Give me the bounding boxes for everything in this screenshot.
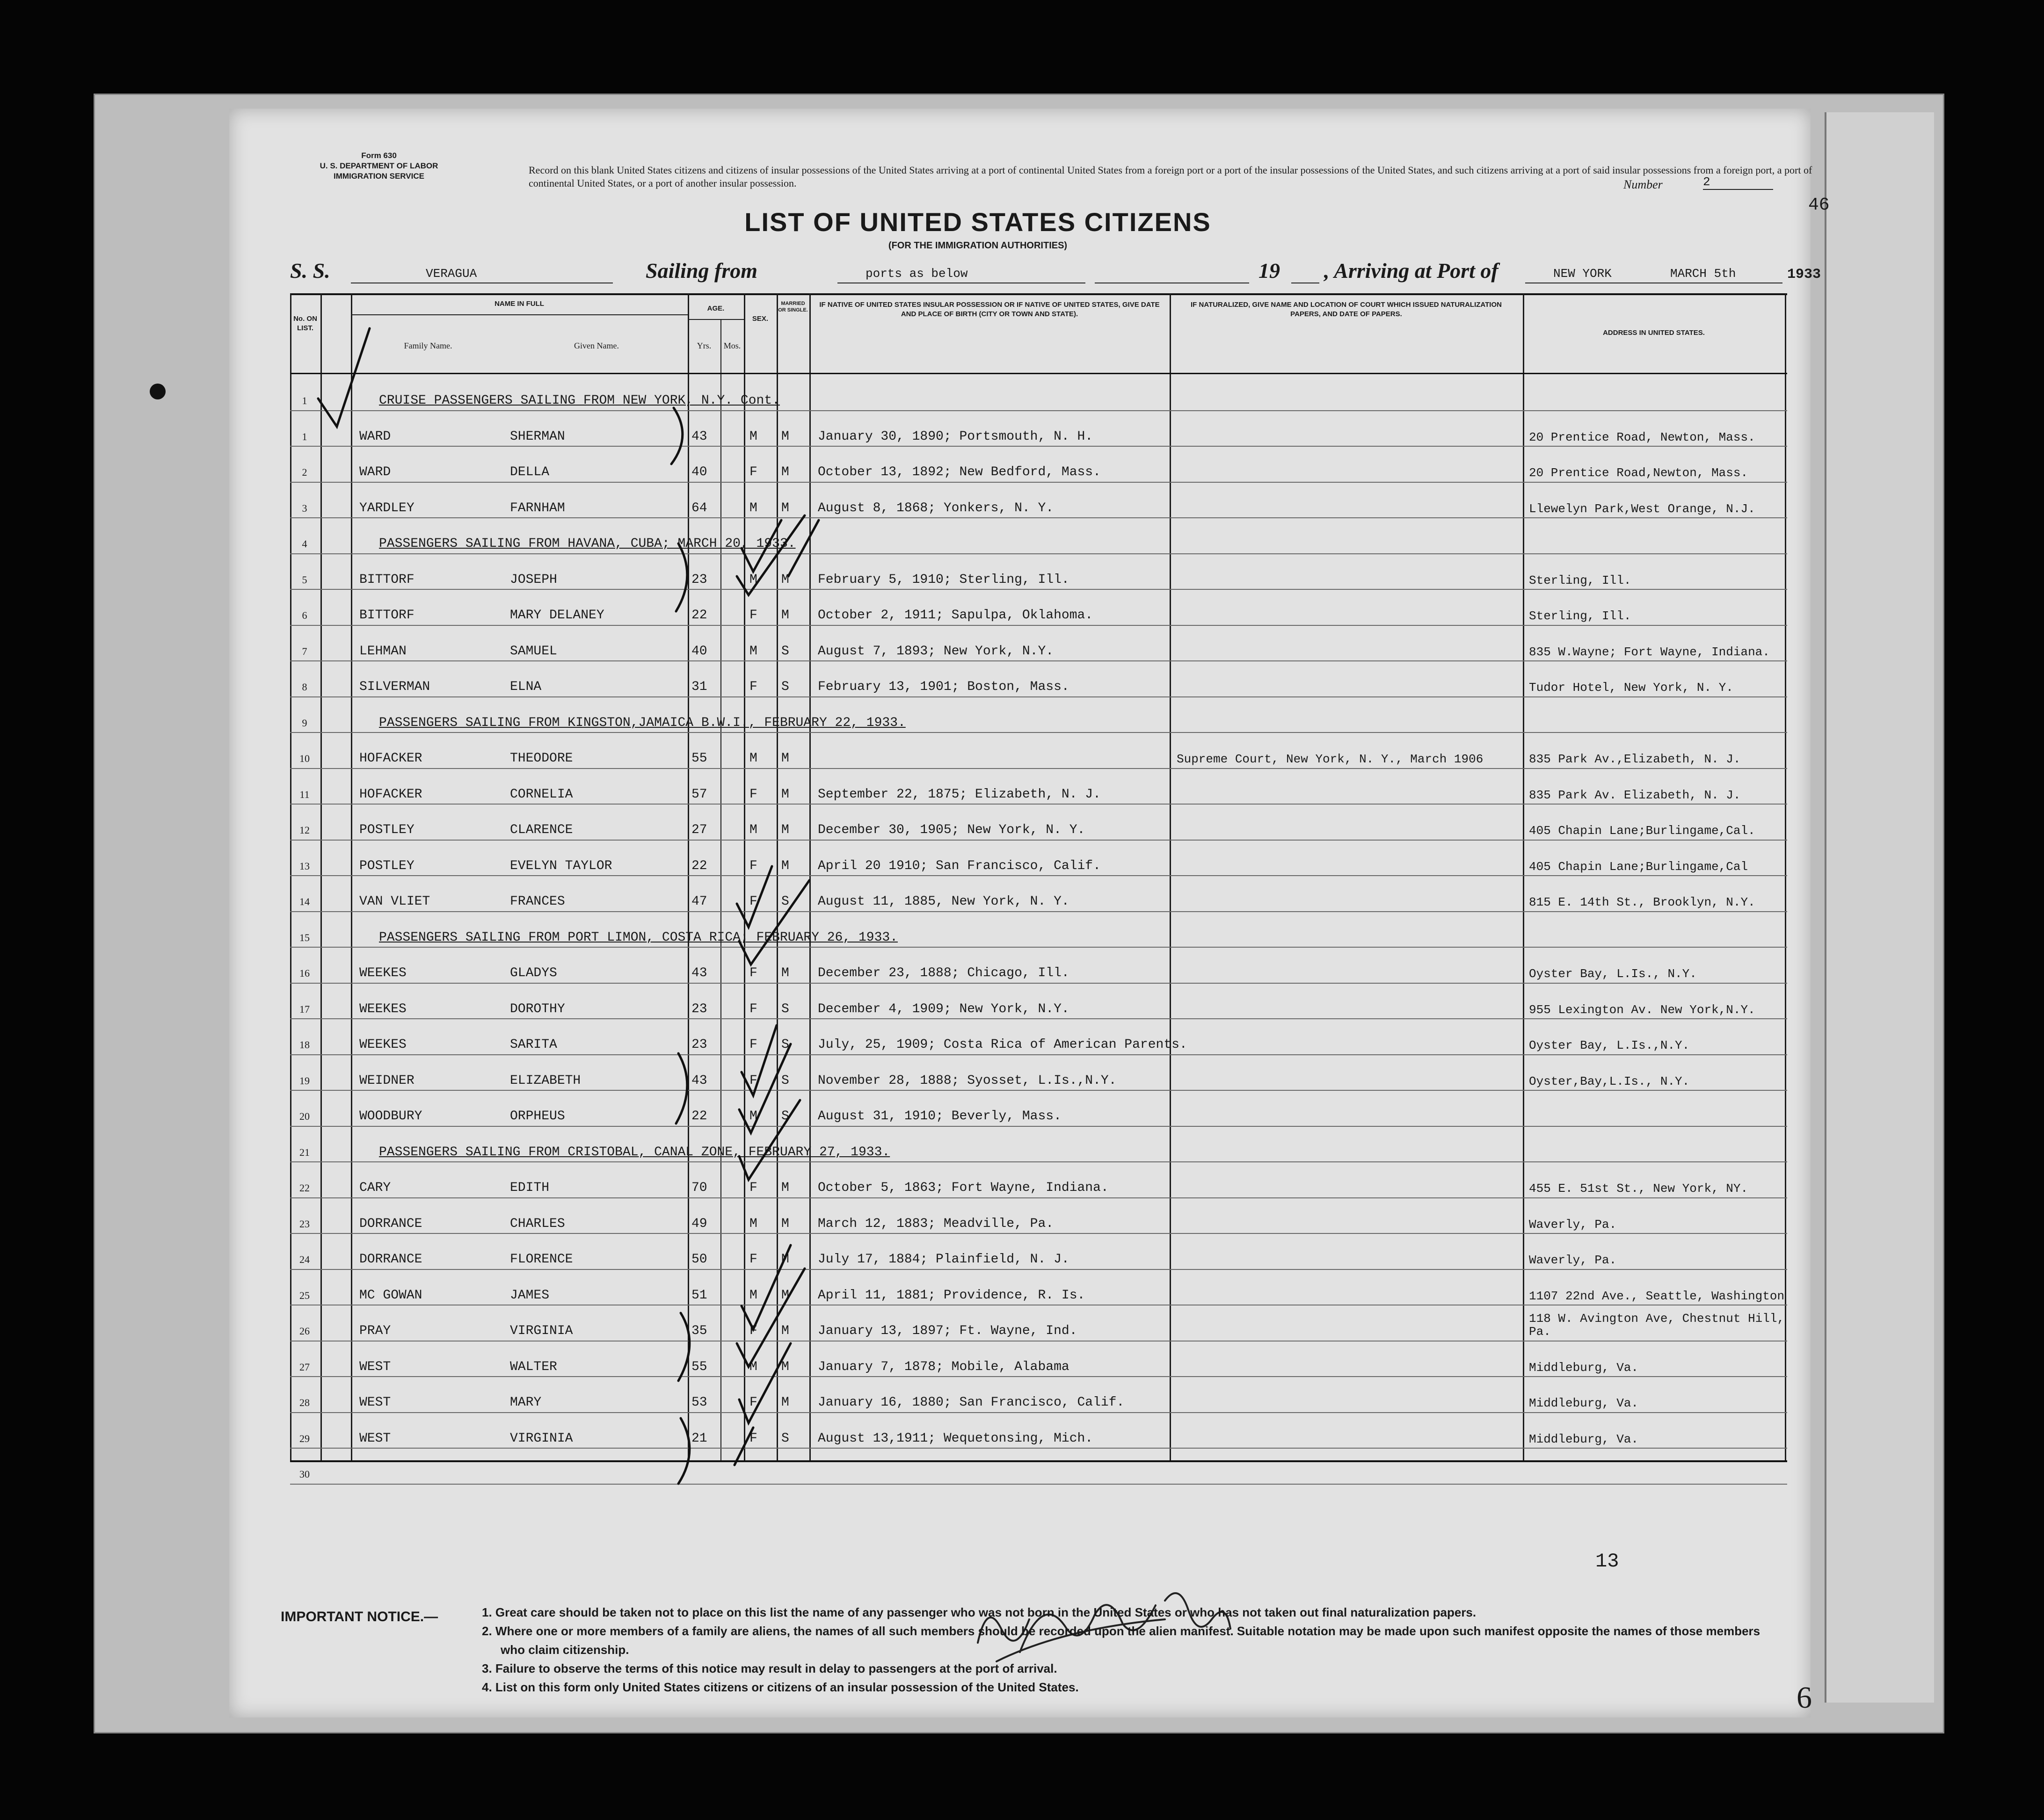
row-number: 8 [302, 681, 307, 693]
sailing-from: ports as below [866, 267, 968, 281]
birth-info: January 16, 1880; San Francisco, Calif. [818, 1395, 1125, 1410]
row-number: 27 [299, 1361, 310, 1373]
given-name: GLADYS [510, 966, 557, 980]
family-name: WARD [359, 465, 391, 479]
us-address: Sterling, Ill. [1529, 573, 1631, 587]
row-number: 23 [299, 1218, 310, 1230]
given-name: EVELYN TAYLOR [510, 858, 612, 873]
sex: F [749, 465, 757, 479]
birth-info: August 8, 1868; Yonkers, N. Y. [818, 500, 1054, 515]
header-family-name: Family Name. [404, 341, 452, 350]
sex: F [749, 1252, 757, 1267]
us-address: Middleburg, Va. [1529, 1396, 1639, 1410]
sex: F [749, 1181, 757, 1195]
age-years: 31 [691, 680, 707, 694]
sex: M [749, 1288, 757, 1303]
marital-status: S [781, 1109, 789, 1124]
marital-status: M [781, 608, 789, 623]
section-heading: CRUISE PASSENGERS SAILING FROM NEW YORK, N.Y. Cont. [379, 393, 780, 408]
notice-item: 4. List on this form only United States citizens or citizens of an insular possession of the United States. [482, 1680, 1079, 1694]
us-address: 835 Park Av.,Elizabeth, N. J. [1529, 752, 1741, 766]
form-instructions: Record on this blank United States citizens and citizens of insular possessions of the United States arriving at a port of continental United States from a foreign port or a port of the insular possessions of the United States, and such citizens arriving at a port of said insular possessions from a foreign port, a port of continental United States, or a port of another insular possession. [529, 164, 1812, 189]
age-years: 22 [691, 858, 707, 873]
row-number: 16 [299, 967, 310, 979]
section-heading: PASSENGERS SAILING FROM HAVANA, CUBA; MARCH 20, 1933. [379, 537, 796, 551]
birth-info: April 11, 1881; Providence, R. Is. [818, 1288, 1085, 1303]
birth-info: August 13,1911; Wequetonsing, Mich. [818, 1431, 1093, 1446]
ss-label: S. S. [290, 259, 330, 283]
given-name: THEODORE [510, 751, 573, 766]
age-years: 40 [691, 644, 707, 659]
marital-status: M [781, 500, 789, 515]
notice-items [482, 1603, 1778, 1697]
sex: F [749, 680, 757, 694]
family-name: YARDLEY [359, 500, 415, 515]
marital-status: S [781, 1073, 789, 1088]
given-name: CLARENCE [510, 823, 573, 837]
marital-status: M [781, 1216, 789, 1231]
sex: F [749, 1037, 757, 1052]
given-name: ORPHEUS [510, 1109, 565, 1124]
given-name: MARY [510, 1395, 542, 1410]
given-name: SAMUEL [510, 644, 557, 659]
age-years: 55 [691, 751, 707, 766]
given-name: CORNELIA [510, 787, 573, 802]
given-name: ELNA [510, 680, 542, 694]
sex: F [749, 787, 757, 802]
notice-item: 3. Failure to observe the terms of this notice may result in delay to passengers at the port of arrival. [482, 1661, 1057, 1675]
sex: M [749, 644, 757, 659]
given-name: VIRGINIA [510, 1324, 573, 1338]
sex: M [749, 572, 757, 587]
number-label: Number [1623, 178, 1663, 191]
sex: M [749, 429, 757, 444]
given-name: JOSEPH [510, 572, 557, 587]
family-name: WEIDNER [359, 1073, 415, 1088]
us-address: Oyster,Bay,L.Is., N.Y. [1529, 1074, 1690, 1088]
sex: M [749, 823, 757, 837]
marital-status: S [781, 894, 789, 909]
row-number: 22 [299, 1182, 310, 1194]
marital-status: M [781, 1324, 789, 1338]
notice-heading: IMPORTANT NOTICE.— [281, 1609, 438, 1624]
row-number: 15 [299, 931, 310, 943]
sex: F [749, 1395, 757, 1410]
birth-info: January 30, 1890; Portsmouth, N. H. [818, 429, 1093, 444]
sex: F [749, 1001, 757, 1016]
marital-status: M [781, 1252, 789, 1267]
row-number: 13 [299, 860, 310, 872]
sex: M [749, 500, 757, 515]
sex: M [749, 1216, 757, 1231]
us-address: 20 Prentice Road,Newton, Mass. [1529, 466, 1748, 480]
family-name: BITTORF [359, 572, 415, 587]
us-address: 405 Chapin Lane;Burlingame,Cal [1529, 859, 1748, 874]
age-years: 23 [691, 1037, 707, 1052]
marital-status: M [781, 1395, 789, 1410]
section-heading: PASSENGERS SAILING FROM PORT LIMON, COSTA RICA; FEBRUARY 26, 1933. [379, 930, 898, 945]
row-number: 2 [302, 466, 307, 478]
family-name: BITTORF [359, 608, 415, 623]
us-address: Waverly, Pa. [1529, 1253, 1617, 1267]
department-name: U. S. DEPARTMENT OF LABOR [320, 161, 438, 170]
family-name: DORRANCE [359, 1252, 422, 1267]
row-number: 20 [299, 1110, 310, 1122]
given-name: EDITH [510, 1181, 550, 1195]
birth-info: July 17, 1884; Plainfield, N. J. [818, 1252, 1069, 1267]
us-address: Waverly, Pa. [1529, 1217, 1617, 1232]
birth-info: December 4, 1909; New York, N.Y. [818, 1001, 1069, 1016]
us-address: 20 Prentice Road, Newton, Mass. [1529, 430, 1755, 444]
given-name: MARY DELANEY [510, 608, 604, 623]
given-name: CHARLES [510, 1216, 565, 1231]
birth-info: July, 25, 1909; Costa Rica of American Parents. [818, 1037, 1187, 1052]
sex: F [749, 966, 757, 980]
marital-status: M [781, 787, 789, 802]
service-name: IMMIGRATION SERVICE [334, 172, 424, 181]
row-number: 11 [299, 788, 310, 800]
age-years: 53 [691, 1395, 707, 1410]
marital-status: S [781, 1001, 789, 1016]
birth-info: November 28, 1888; Syosset, L.Is.,N.Y. [818, 1073, 1117, 1088]
family-name: WEST [359, 1431, 391, 1446]
age-years: 43 [691, 429, 707, 444]
marital-status: M [781, 823, 789, 837]
row-number: 25 [299, 1289, 310, 1301]
row-number: 3 [302, 502, 307, 514]
given-name: SHERMAN [510, 429, 565, 444]
section-heading: PASSENGERS SAILING FROM CRISTOBAL, CANAL ZONE, FEBRUARY 27, 1933. [379, 1145, 890, 1160]
arriving-label: , Arriving at Port of [1324, 259, 1498, 283]
row-number: 17 [299, 1003, 310, 1015]
age-years: 43 [691, 1073, 707, 1088]
header-name: NAME IN FULL [495, 300, 544, 308]
age-years: 47 [691, 894, 707, 909]
given-name: SARITA [510, 1037, 557, 1052]
birth-info: January 7, 1878; Mobile, Alabama [818, 1359, 1069, 1374]
handwritten-checkmarks [229, 109, 1811, 1718]
given-name: FRANCES [510, 894, 565, 909]
marital-status: M [781, 1181, 789, 1195]
row-number: 5 [302, 573, 307, 586]
age-years: 22 [691, 608, 707, 623]
row-number: 10 [299, 753, 310, 764]
row-number: 12 [299, 824, 310, 836]
marital-status: S [781, 644, 789, 659]
form-number: Form 630 [361, 151, 397, 160]
row-number: 14 [299, 896, 310, 907]
header-mos: Mos. [723, 341, 741, 350]
age-years: 51 [691, 1288, 707, 1303]
age-years: 27 [691, 823, 707, 837]
row-number: 28 [299, 1397, 310, 1408]
marital-status: S [781, 680, 789, 694]
birth-info: February 5, 1910; Sterling, Ill. [818, 572, 1069, 587]
row-number: 18 [299, 1039, 310, 1051]
family-name: CARY [359, 1181, 391, 1195]
birth-info: December 23, 1888; Chicago, Ill. [818, 966, 1069, 980]
header-age: AGE. [707, 305, 725, 312]
family-name: LEHMAN [359, 644, 407, 659]
marital-status: S [781, 1431, 789, 1446]
row-number: 7 [302, 645, 307, 657]
given-name: JAMES [510, 1288, 550, 1303]
header-given-name: Given Name. [574, 341, 619, 350]
row-number: 21 [299, 1146, 310, 1158]
us-address: Tudor Hotel, New York, N. Y. [1529, 681, 1733, 695]
given-name: DOROTHY [510, 1001, 565, 1016]
notice-item: 2. Where one or more members of a family are aliens, the names of all such members should be recorded upon the alien manifest. Suitable notation may be made upon such manifest opposite the names of those members who claim citizenship. [482, 1624, 1760, 1657]
family-name: POSTLEY [359, 858, 415, 873]
marital-status: M [781, 966, 789, 980]
section-heading: PASSENGERS SAILING FROM KINGSTON,JAMAICA B.W.I., FEBRUARY 22, 1933. [379, 715, 906, 730]
family-name: HOFACKER [359, 751, 422, 766]
age-years: 43 [691, 966, 707, 980]
birth-info: October 13, 1892; New Bedford, Mass. [818, 465, 1101, 479]
birth-info: April 20 1910; San Francisco, Calif. [818, 858, 1101, 873]
arrival-year: 1933 [1787, 267, 1821, 283]
sex: M [749, 1359, 757, 1374]
marital-status: M [781, 751, 789, 766]
header-naturalized: IF NATURALIZED, GIVE NAME AND LOCATION OF COURT WHICH ISSUED NATURALIZATION PAPERS, AND DATE OF PAPERS. [1191, 301, 1502, 318]
birth-info: August 31, 1910; Beverly, Mass. [818, 1109, 1062, 1124]
age-years: 70 [691, 1181, 707, 1195]
header-address: ADDRESS IN UNITED STATES. [1603, 329, 1705, 337]
us-address: 1107 22nd Ave., Seattle, Washington [1529, 1289, 1785, 1303]
backing-sheet-edge [1825, 112, 1934, 1703]
page-number: 46 [1808, 195, 1830, 215]
row-number: 26 [299, 1325, 310, 1337]
us-address: 118 W. Avington Ave, Chestnut Hill, Pa. [1529, 1312, 1785, 1339]
birth-info: February 13, 1901; Boston, Mass. [818, 680, 1069, 694]
family-name: WEST [359, 1359, 391, 1374]
age-years: 22 [691, 1109, 707, 1124]
age-years: 40 [691, 465, 707, 479]
family-name: VAN VLIET [359, 894, 430, 909]
birth-info: August 11, 1885, New York, N. Y. [818, 894, 1069, 909]
age-years: 50 [691, 1252, 707, 1267]
family-name: HOFACKER [359, 787, 422, 802]
family-name: PRAY [359, 1324, 391, 1338]
family-name: MC GOWAN [359, 1288, 422, 1303]
header-birth: IF NATIVE OF UNITED STATES INSULAR POSSESSION OR IF NATIVE OF UNITED STATES, GIVE DATE AND PLACE OF BIRTH (CITY OR TOWN AND STATE). [819, 301, 1160, 318]
given-name: FLORENCE [510, 1252, 573, 1267]
row-number: 4 [302, 538, 307, 550]
manifest-page [229, 109, 1830, 1718]
row-number: 24 [299, 1254, 310, 1265]
marital-status: M [781, 858, 789, 873]
family-name: DORRANCE [359, 1216, 422, 1231]
us-address: 835 W.Wayne; Fort Wayne, Indiana. [1529, 645, 1770, 659]
us-address: Middleburg, Va. [1529, 1360, 1639, 1375]
header-sex: SEX. [752, 315, 769, 323]
row-number: 19 [299, 1074, 310, 1087]
sex: M [749, 1109, 757, 1124]
birth-info: December 30, 1905; New York, N. Y. [818, 823, 1085, 837]
us-address: 405 Chapin Lane;Burlingame,Cal. [1529, 824, 1755, 838]
age-years: 57 [691, 787, 707, 802]
age-years: 23 [691, 1001, 707, 1016]
us-address: 835 Park Av. Elizabeth, N. J. [1529, 788, 1741, 802]
sailing-label: Sailing from [646, 259, 758, 283]
row-number: 1 [302, 430, 307, 442]
birth-info: September 22, 1875; Elizabeth, N. J. [818, 787, 1101, 802]
family-name: WARD [359, 429, 391, 444]
age-years: 49 [691, 1216, 707, 1231]
marital-status: M [781, 572, 789, 587]
year-prefix: 19 [1258, 259, 1280, 283]
marital-status: M [781, 465, 789, 479]
us-address: Oyster Bay, L.Is.,N.Y. [1529, 1038, 1690, 1052]
sex: F [749, 858, 757, 873]
family-name: WEEKES [359, 1037, 407, 1052]
us-address: 815 E. 14th St., Brooklyn, N.Y. [1529, 895, 1755, 909]
age-years: 21 [691, 1431, 707, 1446]
age-years: 23 [691, 572, 707, 587]
us-address: Middleburg, Va. [1529, 1432, 1639, 1446]
sex: F [749, 1324, 757, 1338]
number-value: 2 [1703, 175, 1773, 190]
notice-item: 1. Great care should be taken not to place on this list the name of any passenger who was not born in the United States or who has not taken out final naturalization papers. [482, 1605, 1477, 1619]
naturalization-info: Supreme Court, New York, N. Y., March 1906 [1177, 752, 1484, 766]
birth-info: March 12, 1883; Meadville, Pa. [818, 1216, 1054, 1231]
header-yrs: Yrs. [697, 341, 712, 350]
family-name: SILVERMAN [359, 680, 430, 694]
sex: F [749, 1431, 757, 1446]
header-married: MARRIED OR SINGLE. [778, 301, 808, 313]
corner-mark: 6 [1797, 1681, 1812, 1715]
given-name: ELIZABETH [510, 1073, 581, 1088]
row-number: 9 [302, 717, 307, 729]
ship-name: VERAGUA [426, 267, 477, 281]
family-name: WOODBURY [359, 1109, 422, 1124]
row-number: 1 [302, 395, 307, 406]
marital-status: M [781, 429, 789, 444]
given-name: VIRGINIA [510, 1431, 573, 1446]
family-name: WEEKES [359, 966, 407, 980]
tally-count: 13 [1595, 1550, 1619, 1573]
arrival-port: NEW YORK [1553, 267, 1612, 281]
sex: F [749, 608, 757, 623]
given-name: WALTER [510, 1359, 557, 1374]
birth-info: August 7, 1893; New York, N.Y. [818, 644, 1054, 659]
given-name: FARNHAM [510, 500, 565, 515]
age-years: 64 [691, 500, 707, 515]
marital-status: M [781, 1288, 789, 1303]
us-address: 455 E. 51st St., New York, NY. [1529, 1182, 1748, 1196]
row-number: 6 [302, 609, 307, 621]
us-address: Sterling, Ill. [1529, 609, 1631, 623]
sex: F [749, 894, 757, 909]
us-address: 955 Lexington Av. New York,N.Y. [1529, 1002, 1755, 1017]
family-name: WEST [359, 1395, 391, 1410]
row-number: 30 [299, 1468, 310, 1480]
family-name: POSTLEY [359, 823, 415, 837]
birth-info: October 5, 1863; Fort Wayne, Indiana. [818, 1181, 1109, 1195]
given-name: DELLA [510, 465, 550, 479]
sex: F [749, 1073, 757, 1088]
us-address: Llewelyn Park,West Orange, N.J. [1529, 501, 1755, 516]
age-years: 35 [691, 1324, 707, 1338]
birth-info: January 13, 1897; Ft. Wayne, Ind. [818, 1324, 1077, 1338]
header-no: No. ON LIST. [293, 315, 317, 332]
row-number: 29 [299, 1432, 310, 1444]
page-subtitle: (FOR THE IMMIGRATION AUTHORITIES) [888, 240, 1068, 251]
birth-info: October 2, 1911; Sapulpa, Oklahoma. [818, 608, 1093, 623]
us-address: Oyster Bay, L.Is., N.Y. [1529, 967, 1697, 981]
arrival-date: MARCH 5th [1670, 267, 1736, 281]
age-years: 55 [691, 1359, 707, 1374]
family-name: WEEKES [359, 1001, 407, 1016]
page-title: LIST OF UNITED STATES CITIZENS [744, 207, 1211, 237]
marital-status: M [781, 1359, 789, 1374]
marital-status: S [781, 1037, 789, 1052]
sex: M [749, 751, 757, 766]
